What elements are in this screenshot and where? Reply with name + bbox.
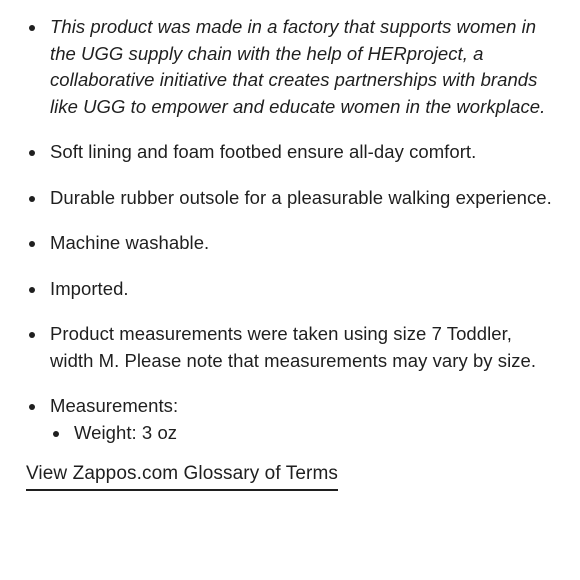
bullet-icon [29, 196, 35, 202]
bullet-icon [53, 431, 59, 437]
glossary-link[interactable]: View Zappos.com Glossary of Terms [26, 461, 338, 491]
bullet-icon [29, 287, 35, 293]
bullet-icon [29, 25, 35, 31]
bullet-icon [29, 241, 35, 247]
feature-item-measurements [26, 393, 554, 446]
feature-item-imported [26, 276, 554, 303]
feature-item-size-note [26, 321, 554, 374]
feature-item-herproject [26, 14, 554, 120]
measurements-list [50, 420, 554, 447]
feature-text: This product was made in a factory that supports women in the UGG supply chain with the help of HERproject, a collaborative initiative that creates partnerships with brands like UGG to empower and educate women in the workplace. [50, 16, 546, 117]
feature-text: Soft lining and foam footbed ensure all-day comfort. [50, 141, 477, 162]
feature-text: Measurements: [50, 395, 179, 416]
bullet-icon [29, 404, 35, 410]
feature-text: Product measurements were taken using size 7 Toddler, width M. Please note that measurements may vary by size. [50, 323, 537, 371]
feature-item-lining [26, 139, 554, 166]
measurement-text: Weight: 3 oz [74, 421, 178, 443]
bullet-icon [29, 150, 35, 156]
feature-text: Machine washable. [50, 232, 210, 253]
feature-text: Imported. [50, 277, 129, 299]
feature-item-outsole [26, 185, 554, 212]
measurement-item-weight [50, 420, 554, 447]
bullet-icon [29, 332, 35, 338]
feature-item-washable [26, 230, 554, 257]
feature-list [26, 14, 554, 446]
feature-text: Durable rubber outsole for a pleasurable walking experience. [50, 186, 552, 208]
